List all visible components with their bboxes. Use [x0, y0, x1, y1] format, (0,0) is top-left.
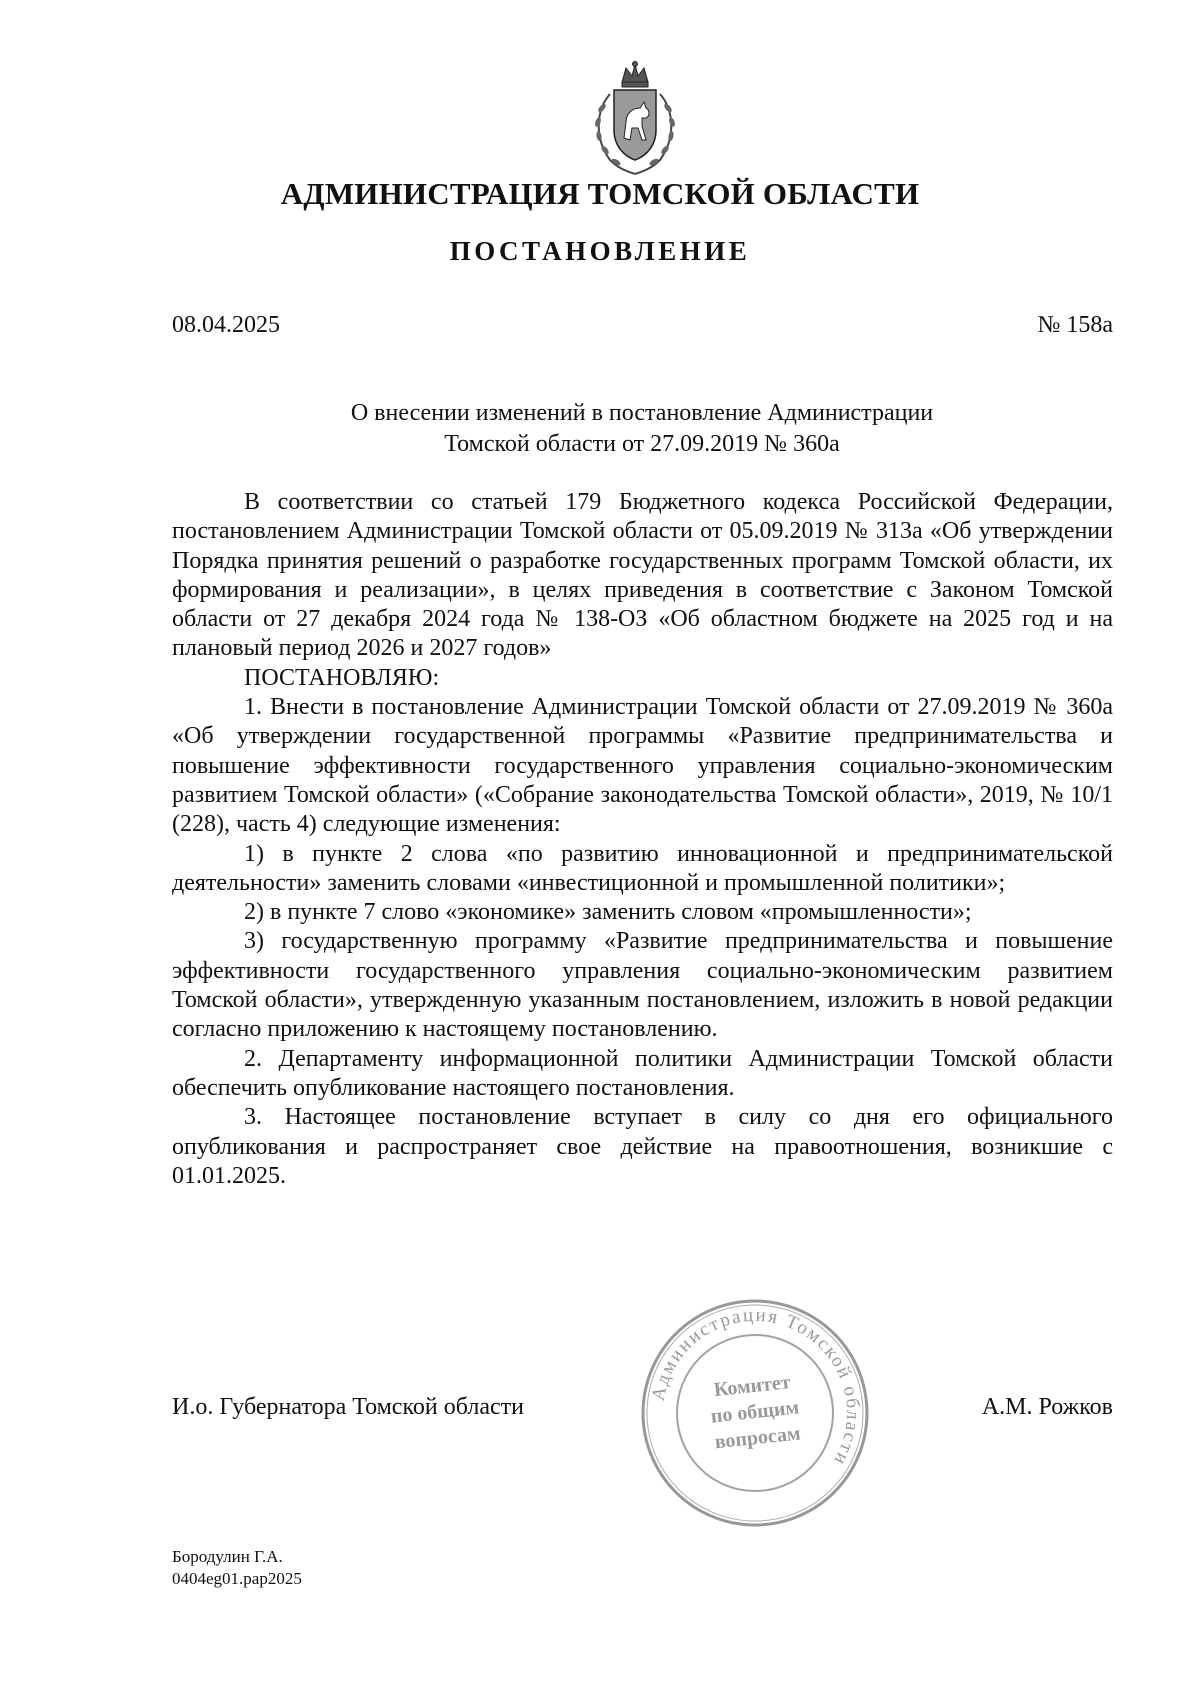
seal-center-line-2: по общим — [709, 1396, 801, 1428]
organization-title: АДМИНИСТРАЦИЯ ТОМСКОЙ ОБЛАСТИ — [280, 176, 920, 211]
seal-center-line-3: вопросам — [713, 1422, 802, 1454]
executor-file-code: 0404eg01.pap2025 — [172, 1569, 302, 1588]
seal-ring-text: Администрация Томской области — [647, 1304, 864, 1470]
document-subject-line-1: О внесении изменений в постановление Администрации — [350, 400, 934, 426]
item-1-subitem-3: 3) государственную программу «Развитие предпринимательства и повышение эффективности государственного управления социально-экономическим развитием Томской области», утвержденную указанным постановлением, изложить в новой редакции согласно приложению к настоящему постановлению. — [172, 928, 1113, 1043]
item-1-subitem-1: 1) в пункте 2 слова «по развитию инновационной и предпринимательской деятельности» заменить словами «инвестиционной и промышленной политики»; — [172, 840, 1113, 896]
preamble-paragraph: В соответствии со статьей 179 Бюджетного кодекса Российской Федерации, постановлением Администрации Томской области от 05.09.2019 № 313а «Об утверждении Порядка принятия решений о разработке государственных программ Томской области, их формирования и реализации», в целях приведения в соответствие с Законом Томской области от 27 декабря 2024 года № 138-ОЗ «Об областном бюджете на 2025 год и на плановый период 2026 и 2027 годов» — [172, 489, 1113, 662]
document-number: № 158а — [1037, 312, 1113, 338]
decree-word: ПОСТАНОВЛЯЮ: — [244, 664, 440, 691]
document-subject — [172, 398, 1112, 460]
coat-of-arms-emblem — [580, 60, 690, 178]
document-body — [172, 488, 1113, 1191]
signatory-position: И.о. Губернатора Томской области — [172, 1394, 524, 1420]
signatory-name: А.М. Рожков — [981, 1394, 1113, 1420]
executor-info — [172, 1546, 302, 1590]
document-type-heading: ПОСТАНОВЛЕНИЕ — [449, 236, 751, 266]
executor-name: Бородулин Г.А. — [172, 1547, 283, 1566]
document-subject-line-2: Томской области от 27.09.2019 № 360а — [444, 431, 840, 457]
seal-center-line-1: Комитет — [712, 1371, 792, 1402]
document-date: 08.04.2025 — [172, 312, 280, 338]
item-3-paragraph: 3. Настоящее постановление вступает в силу со дня его официального опубликования и распространяет свое действие на правоотношения, возникшие с 01.01.2025. — [172, 1104, 1113, 1189]
item-1-subitem-2: 2) в пункте 7 слово «экономике» заменить словом «промышленности»; — [244, 899, 972, 926]
official-seal-stamp — [640, 1298, 870, 1528]
item-1-paragraph: 1. Внести в постановление Администрации Томской области от 27.09.2019 № 360а «Об утверждении государственной программы «Развитие предпринимательства и повышение эффективности государственного управления социально-экономическим развитием Томской области» («Собрание законодательства Томской области», 2019, № 10/1 (228), часть 4) следующие изменения: — [172, 694, 1113, 838]
item-2-paragraph: 2. Департаменту информационной политики Администрации Томской области обеспечить опубликование настоящего постановления. — [172, 1045, 1113, 1101]
